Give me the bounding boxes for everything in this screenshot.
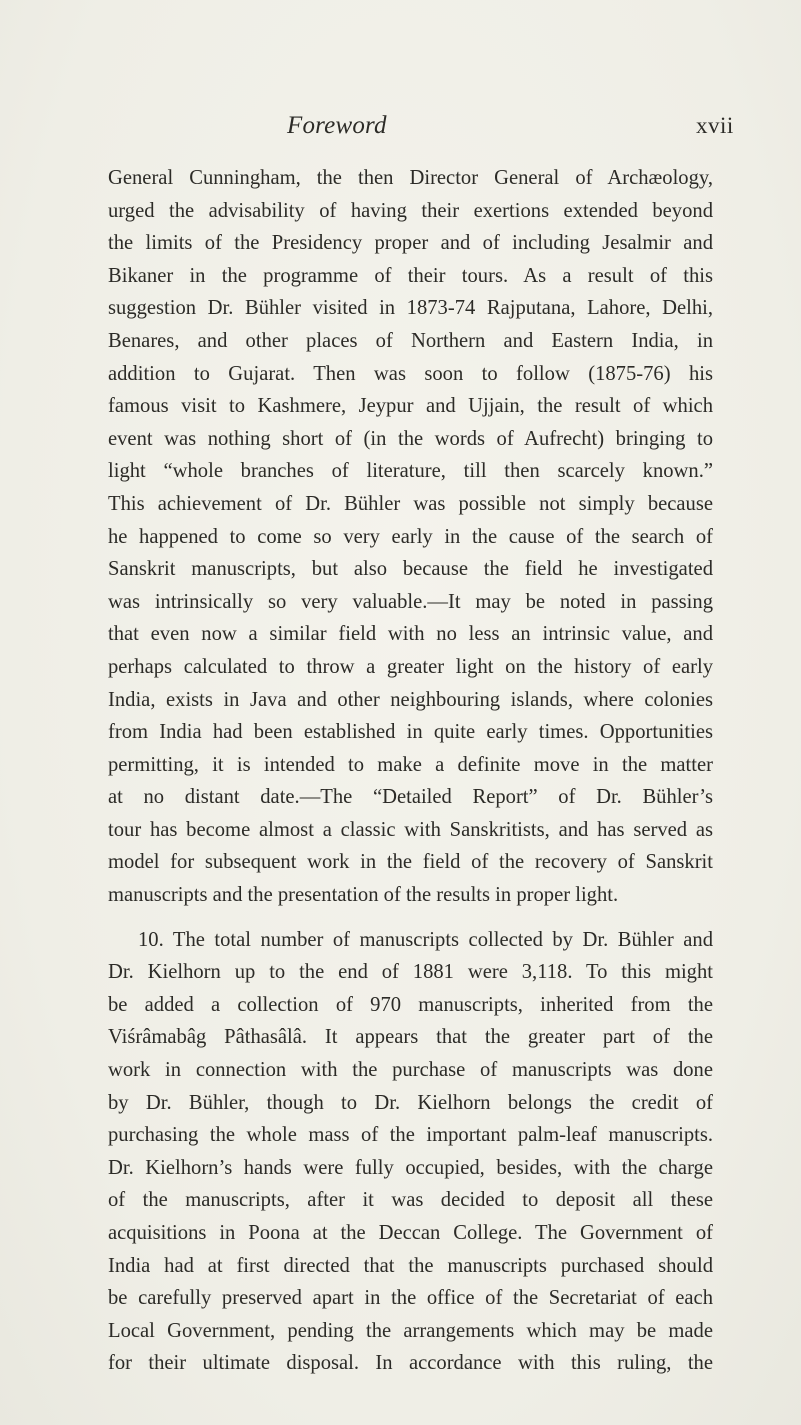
text-line: that even now a similar field with no less an intrinsic value, and	[108, 623, 713, 646]
text-line: manuscripts and the presentation of the results in proper light.	[108, 884, 619, 907]
text-line: be carefully preserved apart in the office of the Secretariat of each	[108, 1287, 713, 1310]
text-line: Local Government, pending the arrangements which may be made	[108, 1319, 713, 1342]
text-line: work in connection with the purchase of manuscripts was done	[108, 1059, 713, 1082]
text-line: Viśrâmabâg Pâthasâlâ. It appears that the greater part of the	[108, 1026, 713, 1049]
text-line: was intrinsically so very valuable.—It may be noted in passing	[108, 590, 713, 613]
text-line: of the manuscripts, after it was decided to deposit all these	[108, 1189, 713, 1212]
text-line: model for subsequent work in the field of the recovery of Sanskrit	[108, 851, 713, 874]
text-line: acquisitions in Poona at the Deccan College. The Government of	[108, 1222, 713, 1244]
text-line: This achievement of Dr. Bühler was possible not simply because	[108, 492, 713, 515]
text-line: purchasing the whole mass of the important palm-leaf manuscripts.	[108, 1124, 713, 1147]
text-line: event was nothing short of (in the words of Aufrecht) bringing to	[108, 427, 713, 450]
running-head-title: Foreword	[287, 112, 387, 139]
text-line: 10. The total number of manuscripts collected by Dr. Bühler and	[138, 928, 713, 951]
text-line: Dr. Kielhorn up to the end of 1881 were 3,118. To this might	[108, 961, 713, 984]
text-line: India had at first directed that the manuscripts purchased should	[108, 1254, 713, 1277]
page-number: xvii	[696, 113, 734, 138]
text-line: light “whole branches of literature, till then scarcely known.”	[108, 460, 713, 483]
text-line: he happened to come so very early in the cause of the search of	[108, 525, 713, 548]
paragraph-gap	[108, 912, 713, 924]
text-line: Dr. Kielhorn’s hands were fully occupied, besides, with the charge	[108, 1156, 713, 1179]
text-line: by Dr. Bühler, though to Dr. Kielhorn belongs the credit of	[108, 1091, 713, 1114]
text-line: addition to Gujarat. Then was soon to follow (1875-76) his	[108, 362, 713, 385]
text-line: urged the advisability of having their exertions extended beyond	[108, 199, 713, 222]
text-line: be added a collection of 970 manuscripts, inherited from the	[108, 993, 713, 1016]
text-line: famous visit to Kashmere, Jeypur and Ujjain, the result of which	[108, 395, 713, 418]
text-line: Sanskrit manuscripts, but also because the field he investigated	[108, 558, 713, 581]
text-line: tour has become almost a classic with Sanskritists, and has served as	[108, 818, 713, 841]
running-head	[0, 112, 801, 144]
paragraph-1	[108, 162, 713, 912]
text-line: at no distant date.—The “Detailed Report” of Dr. Bühler’s	[108, 786, 713, 809]
text-line: India, exists in Java and other neighbouring islands, where colonies	[108, 688, 713, 711]
body-text	[108, 162, 713, 1380]
text-line: Benares, and other places of Northern and Eastern India, in	[108, 329, 713, 352]
text-line: from India had been established in quite early times. Opportunities	[108, 721, 713, 744]
text-line: Bikaner in the programme of their tours. As a result of this	[108, 264, 713, 287]
text-line: the limits of the Presidency proper and of including Jesalmir and	[108, 232, 713, 255]
text-line: permitting, it is intended to make a definite move in the matter	[108, 753, 713, 776]
text-line: perhaps calculated to throw a greater light on the history of early	[108, 655, 713, 678]
paragraph-2	[108, 924, 713, 1380]
text-line: suggestion Dr. Bühler visited in 1873-74 Rajputana, Lahore, Delhi,	[108, 297, 713, 320]
text-line: General Cunningham, the then Director General of Archæology,	[108, 167, 713, 189]
text-line: for their ultimate disposal. In accordance with this ruling, the	[108, 1352, 713, 1375]
